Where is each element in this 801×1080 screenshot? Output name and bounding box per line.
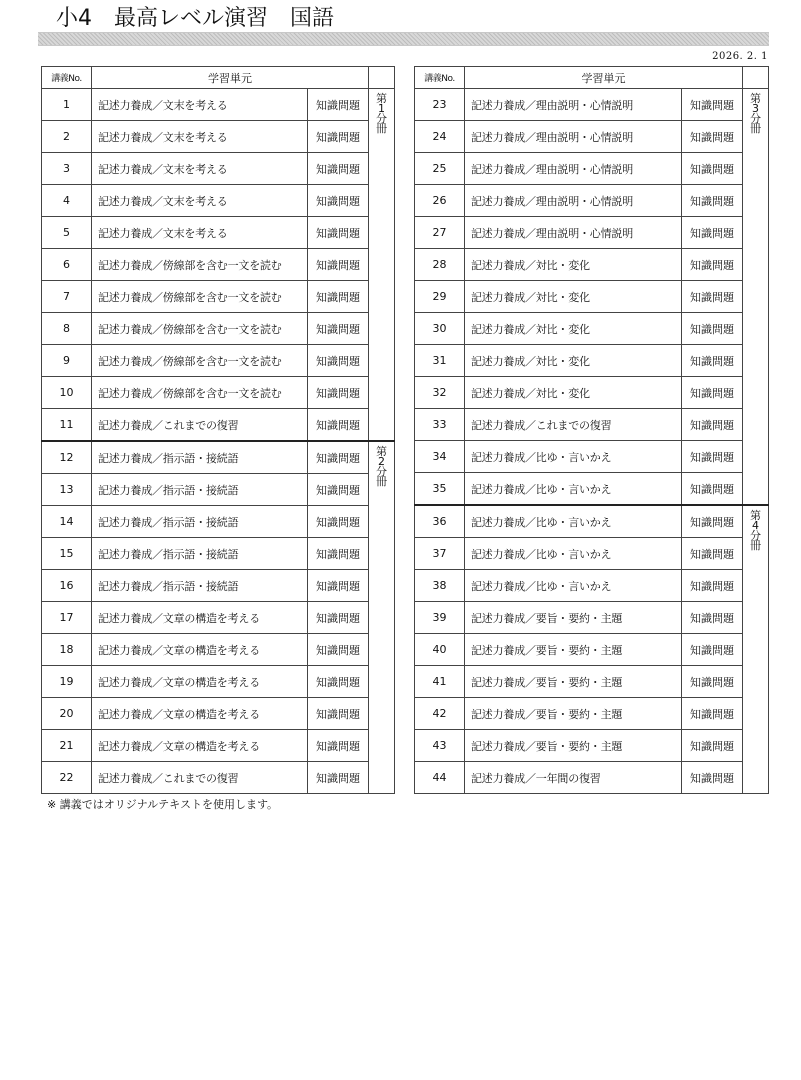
- lesson-no-cell: 38: [415, 570, 465, 602]
- table-row: [415, 89, 769, 121]
- problem-type-cell: 知識問題: [308, 249, 369, 281]
- volume-cell: [369, 89, 395, 442]
- problem-type-cell: 知識問題: [308, 506, 369, 538]
- study-unit-cell: 記述力養成／文末を考える: [92, 185, 308, 217]
- lesson-no-cell: 8: [42, 313, 92, 345]
- table-row: [42, 409, 395, 442]
- study-unit-cell: 記述力養成／これまでの復習: [92, 409, 308, 442]
- volume-cell: [369, 441, 395, 794]
- problem-type-cell: 知識問題: [682, 730, 743, 762]
- study-unit-cell: 記述力養成／要旨・要約・主題: [465, 634, 682, 666]
- problem-type-cell: 知識問題: [308, 570, 369, 602]
- lesson-no-cell: 14: [42, 506, 92, 538]
- lesson-no-cell: 21: [42, 730, 92, 762]
- study-unit-cell: 記述力養成／対比・変化: [465, 345, 682, 377]
- lesson-no-cell: 32: [415, 377, 465, 409]
- table-row: [42, 185, 395, 217]
- problem-type-cell: 知識問題: [682, 570, 743, 602]
- table-row: [415, 666, 769, 698]
- study-unit-cell: 記述力養成／文章の構造を考える: [92, 602, 308, 634]
- lesson-no-cell: 20: [42, 698, 92, 730]
- study-unit-cell: 記述力養成／指示語・接続語: [92, 538, 308, 570]
- study-unit-cell: 記述力養成／比ゆ・言いかえ: [465, 538, 682, 570]
- lesson-no-cell: 13: [42, 474, 92, 506]
- study-unit-cell: 記述力養成／文末を考える: [92, 217, 308, 249]
- problem-type-cell: 知識問題: [308, 666, 369, 698]
- lesson-no-cell: 9: [42, 345, 92, 377]
- lesson-no-cell: 3: [42, 153, 92, 185]
- table-row: [42, 506, 395, 538]
- table-header-row: [415, 67, 769, 89]
- study-unit-cell: 記述力養成／指示語・接続語: [92, 474, 308, 506]
- lesson-no-cell: 15: [42, 538, 92, 570]
- study-unit-cell: 記述力養成／文章の構造を考える: [92, 730, 308, 762]
- problem-type-cell: 知識問題: [682, 121, 743, 153]
- table-row: [415, 409, 769, 441]
- study-unit-cell: 記述力養成／比ゆ・言いかえ: [465, 570, 682, 602]
- problem-type-cell: 知識問題: [308, 377, 369, 409]
- problem-type-cell: 知識問題: [682, 153, 743, 185]
- table-row: [415, 634, 769, 666]
- study-unit-cell: 記述力養成／これまでの復習: [465, 409, 682, 441]
- table-row: [42, 474, 395, 506]
- study-unit-cell: 記述力養成／要旨・要約・主題: [465, 698, 682, 730]
- header-lesson-no: 講義No.: [415, 67, 465, 89]
- table-row: [42, 634, 395, 666]
- study-unit-cell: 記述力養成／理由説明・心情説明: [465, 89, 682, 121]
- study-unit-cell: 記述力養成／文章の構造を考える: [92, 634, 308, 666]
- problem-type-cell: 知識問題: [682, 505, 743, 538]
- study-unit-cell: 記述力養成／対比・変化: [465, 281, 682, 313]
- table-row: [42, 570, 395, 602]
- lesson-no-cell: 24: [415, 121, 465, 153]
- lesson-no-cell: 16: [42, 570, 92, 602]
- study-unit-cell: 記述力養成／指示語・接続語: [92, 441, 308, 474]
- problem-type-cell: 知識問題: [308, 441, 369, 474]
- problem-type-cell: 知識問題: [308, 474, 369, 506]
- study-unit-cell: 記述力養成／要旨・要約・主題: [465, 666, 682, 698]
- table-row: [415, 698, 769, 730]
- study-unit-cell: 記述力養成／傍線部を含む一文を読む: [92, 281, 308, 313]
- problem-type-cell: 知識問題: [682, 377, 743, 409]
- study-unit-cell: 記述力養成／文末を考える: [92, 153, 308, 185]
- study-unit-cell: 記述力養成／文末を考える: [92, 121, 308, 153]
- lesson-no-cell: 29: [415, 281, 465, 313]
- table-row: [42, 377, 395, 409]
- problem-type-cell: 知識問題: [682, 473, 743, 506]
- table-row: [415, 473, 769, 506]
- table-row: [415, 313, 769, 345]
- study-unit-cell: 記述力養成／対比・変化: [465, 249, 682, 281]
- table-row: [42, 153, 395, 185]
- problem-type-cell: 知識問題: [308, 730, 369, 762]
- lesson-no-cell: 33: [415, 409, 465, 441]
- page-title: 小4 最高レベル演習 国語: [56, 6, 334, 31]
- table-row: [415, 602, 769, 634]
- problem-type-cell: 知識問題: [308, 538, 369, 570]
- problem-type-cell: 知識問題: [308, 121, 369, 153]
- problem-type-cell: 知識問題: [682, 698, 743, 730]
- study-unit-cell: 記述力養成／文章の構造を考える: [92, 698, 308, 730]
- header-volume: [743, 67, 769, 89]
- lesson-no-cell: 34: [415, 441, 465, 473]
- table-row: [415, 730, 769, 762]
- lesson-no-cell: 44: [415, 762, 465, 794]
- lesson-no-cell: 27: [415, 217, 465, 249]
- table-row: [415, 345, 769, 377]
- table-row: [415, 441, 769, 473]
- table-row: [415, 538, 769, 570]
- lesson-table-left: [41, 66, 395, 794]
- lesson-no-cell: 43: [415, 730, 465, 762]
- table-row: [415, 570, 769, 602]
- lesson-table-right-body: [415, 89, 769, 794]
- table-row: [415, 762, 769, 794]
- study-unit-cell: 記述力養成／これまでの復習: [92, 762, 308, 794]
- volume-label: 第2分冊: [376, 445, 387, 488]
- lesson-no-cell: 26: [415, 185, 465, 217]
- title-underline-bar: [38, 32, 769, 46]
- lesson-no-cell: 23: [415, 89, 465, 121]
- volume-label: 第3分冊: [750, 92, 761, 135]
- lesson-table-right: [414, 66, 769, 794]
- problem-type-cell: 知識問題: [308, 281, 369, 313]
- problem-type-cell: 知識問題: [308, 89, 369, 121]
- study-unit-cell: 記述力養成／傍線部を含む一文を読む: [92, 377, 308, 409]
- study-unit-cell: 記述力養成／対比・変化: [465, 313, 682, 345]
- table-row: [42, 698, 395, 730]
- study-unit-cell: 記述力養成／傍線部を含む一文を読む: [92, 249, 308, 281]
- table-row: [415, 185, 769, 217]
- table-row: [42, 762, 395, 794]
- table-row: [415, 377, 769, 409]
- lesson-no-cell: 31: [415, 345, 465, 377]
- table-row: [42, 121, 395, 153]
- header-study-unit: 学習単元: [92, 67, 369, 89]
- lesson-no-cell: 7: [42, 281, 92, 313]
- problem-type-cell: 知識問題: [308, 153, 369, 185]
- lesson-no-cell: 2: [42, 121, 92, 153]
- problem-type-cell: 知識問題: [682, 602, 743, 634]
- lesson-no-cell: 10: [42, 377, 92, 409]
- lesson-no-cell: 42: [415, 698, 465, 730]
- table-row: [42, 281, 395, 313]
- problem-type-cell: 知識問題: [682, 313, 743, 345]
- table-row: [415, 505, 769, 538]
- table-row: [42, 345, 395, 377]
- problem-type-cell: 知識問題: [682, 217, 743, 249]
- table-row: [415, 249, 769, 281]
- table-header-row: [42, 67, 395, 89]
- study-unit-cell: 記述力養成／一年間の復習: [465, 762, 682, 794]
- issue-date: 2026. 2. 1: [712, 51, 768, 62]
- study-unit-cell: 記述力養成／要旨・要約・主題: [465, 602, 682, 634]
- lesson-no-cell: 37: [415, 538, 465, 570]
- lesson-no-cell: 6: [42, 249, 92, 281]
- table-row: [42, 538, 395, 570]
- problem-type-cell: 知識問題: [308, 345, 369, 377]
- header-volume: [369, 67, 395, 89]
- study-unit-cell: 記述力養成／指示語・接続語: [92, 570, 308, 602]
- problem-type-cell: 知識問題: [308, 602, 369, 634]
- table-row: [42, 666, 395, 698]
- lesson-no-cell: 35: [415, 473, 465, 506]
- lesson-no-cell: 39: [415, 602, 465, 634]
- lesson-no-cell: 17: [42, 602, 92, 634]
- study-unit-cell: 記述力養成／比ゆ・言いかえ: [465, 473, 682, 506]
- table-row: [42, 217, 395, 249]
- study-unit-cell: 記述力養成／対比・変化: [465, 377, 682, 409]
- study-unit-cell: 記述力養成／比ゆ・言いかえ: [465, 505, 682, 538]
- problem-type-cell: 知識問題: [682, 249, 743, 281]
- problem-type-cell: 知識問題: [682, 345, 743, 377]
- problem-type-cell: 知識問題: [682, 634, 743, 666]
- volume-cell: [743, 505, 769, 794]
- table-row: [415, 153, 769, 185]
- lesson-no-cell: 18: [42, 634, 92, 666]
- problem-type-cell: 知識問題: [308, 313, 369, 345]
- problem-type-cell: 知識問題: [308, 762, 369, 794]
- table-row: [415, 121, 769, 153]
- table-row: [42, 441, 395, 474]
- lesson-no-cell: 25: [415, 153, 465, 185]
- lesson-table-left-body: [42, 89, 395, 794]
- header-lesson-no: 講義No.: [42, 67, 92, 89]
- problem-type-cell: 知識問題: [308, 409, 369, 442]
- problem-type-cell: 知識問題: [682, 89, 743, 121]
- problem-type-cell: 知識問題: [308, 634, 369, 666]
- lesson-no-cell: 30: [415, 313, 465, 345]
- lesson-no-cell: 4: [42, 185, 92, 217]
- lesson-no-cell: 36: [415, 505, 465, 538]
- problem-type-cell: 知識問題: [308, 185, 369, 217]
- problem-type-cell: 知識問題: [682, 441, 743, 473]
- volume-label: 第4分冊: [750, 509, 761, 552]
- study-unit-cell: 記述力養成／要旨・要約・主題: [465, 730, 682, 762]
- table-row: [415, 217, 769, 249]
- table-row: [42, 89, 395, 121]
- study-unit-cell: 記述力養成／傍線部を含む一文を読む: [92, 345, 308, 377]
- lesson-no-cell: 41: [415, 666, 465, 698]
- lesson-no-cell: 19: [42, 666, 92, 698]
- lesson-no-cell: 28: [415, 249, 465, 281]
- study-unit-cell: 記述力養成／理由説明・心情説明: [465, 121, 682, 153]
- footnote: ※ 講義ではオリジナルテキストを使用します。: [47, 798, 279, 811]
- problem-type-cell: 知識問題: [308, 698, 369, 730]
- problem-type-cell: 知識問題: [682, 409, 743, 441]
- lesson-no-cell: 22: [42, 762, 92, 794]
- problem-type-cell: 知識問題: [682, 185, 743, 217]
- table-row: [42, 730, 395, 762]
- study-unit-cell: 記述力養成／理由説明・心情説明: [465, 185, 682, 217]
- problem-type-cell: 知識問題: [682, 281, 743, 313]
- study-unit-cell: 記述力養成／比ゆ・言いかえ: [465, 441, 682, 473]
- lesson-no-cell: 11: [42, 409, 92, 442]
- problem-type-cell: 知識問題: [682, 762, 743, 794]
- table-row: [42, 602, 395, 634]
- lesson-no-cell: 40: [415, 634, 465, 666]
- problem-type-cell: 知識問題: [682, 666, 743, 698]
- lesson-no-cell: 5: [42, 217, 92, 249]
- problem-type-cell: 知識問題: [682, 538, 743, 570]
- volume-cell: [743, 89, 769, 506]
- header-study-unit: 学習単元: [465, 67, 743, 89]
- table-row: [42, 313, 395, 345]
- volume-label: 第1分冊: [376, 92, 387, 135]
- study-unit-cell: 記述力養成／理由説明・心情説明: [465, 153, 682, 185]
- lesson-no-cell: 1: [42, 89, 92, 121]
- table-row: [42, 249, 395, 281]
- table-row: [415, 281, 769, 313]
- problem-type-cell: 知識問題: [308, 217, 369, 249]
- study-unit-cell: 記述力養成／指示語・接続語: [92, 506, 308, 538]
- study-unit-cell: 記述力養成／理由説明・心情説明: [465, 217, 682, 249]
- study-unit-cell: 記述力養成／傍線部を含む一文を読む: [92, 313, 308, 345]
- study-unit-cell: 記述力養成／文章の構造を考える: [92, 666, 308, 698]
- study-unit-cell: 記述力養成／文末を考える: [92, 89, 308, 121]
- lesson-no-cell: 12: [42, 441, 92, 474]
